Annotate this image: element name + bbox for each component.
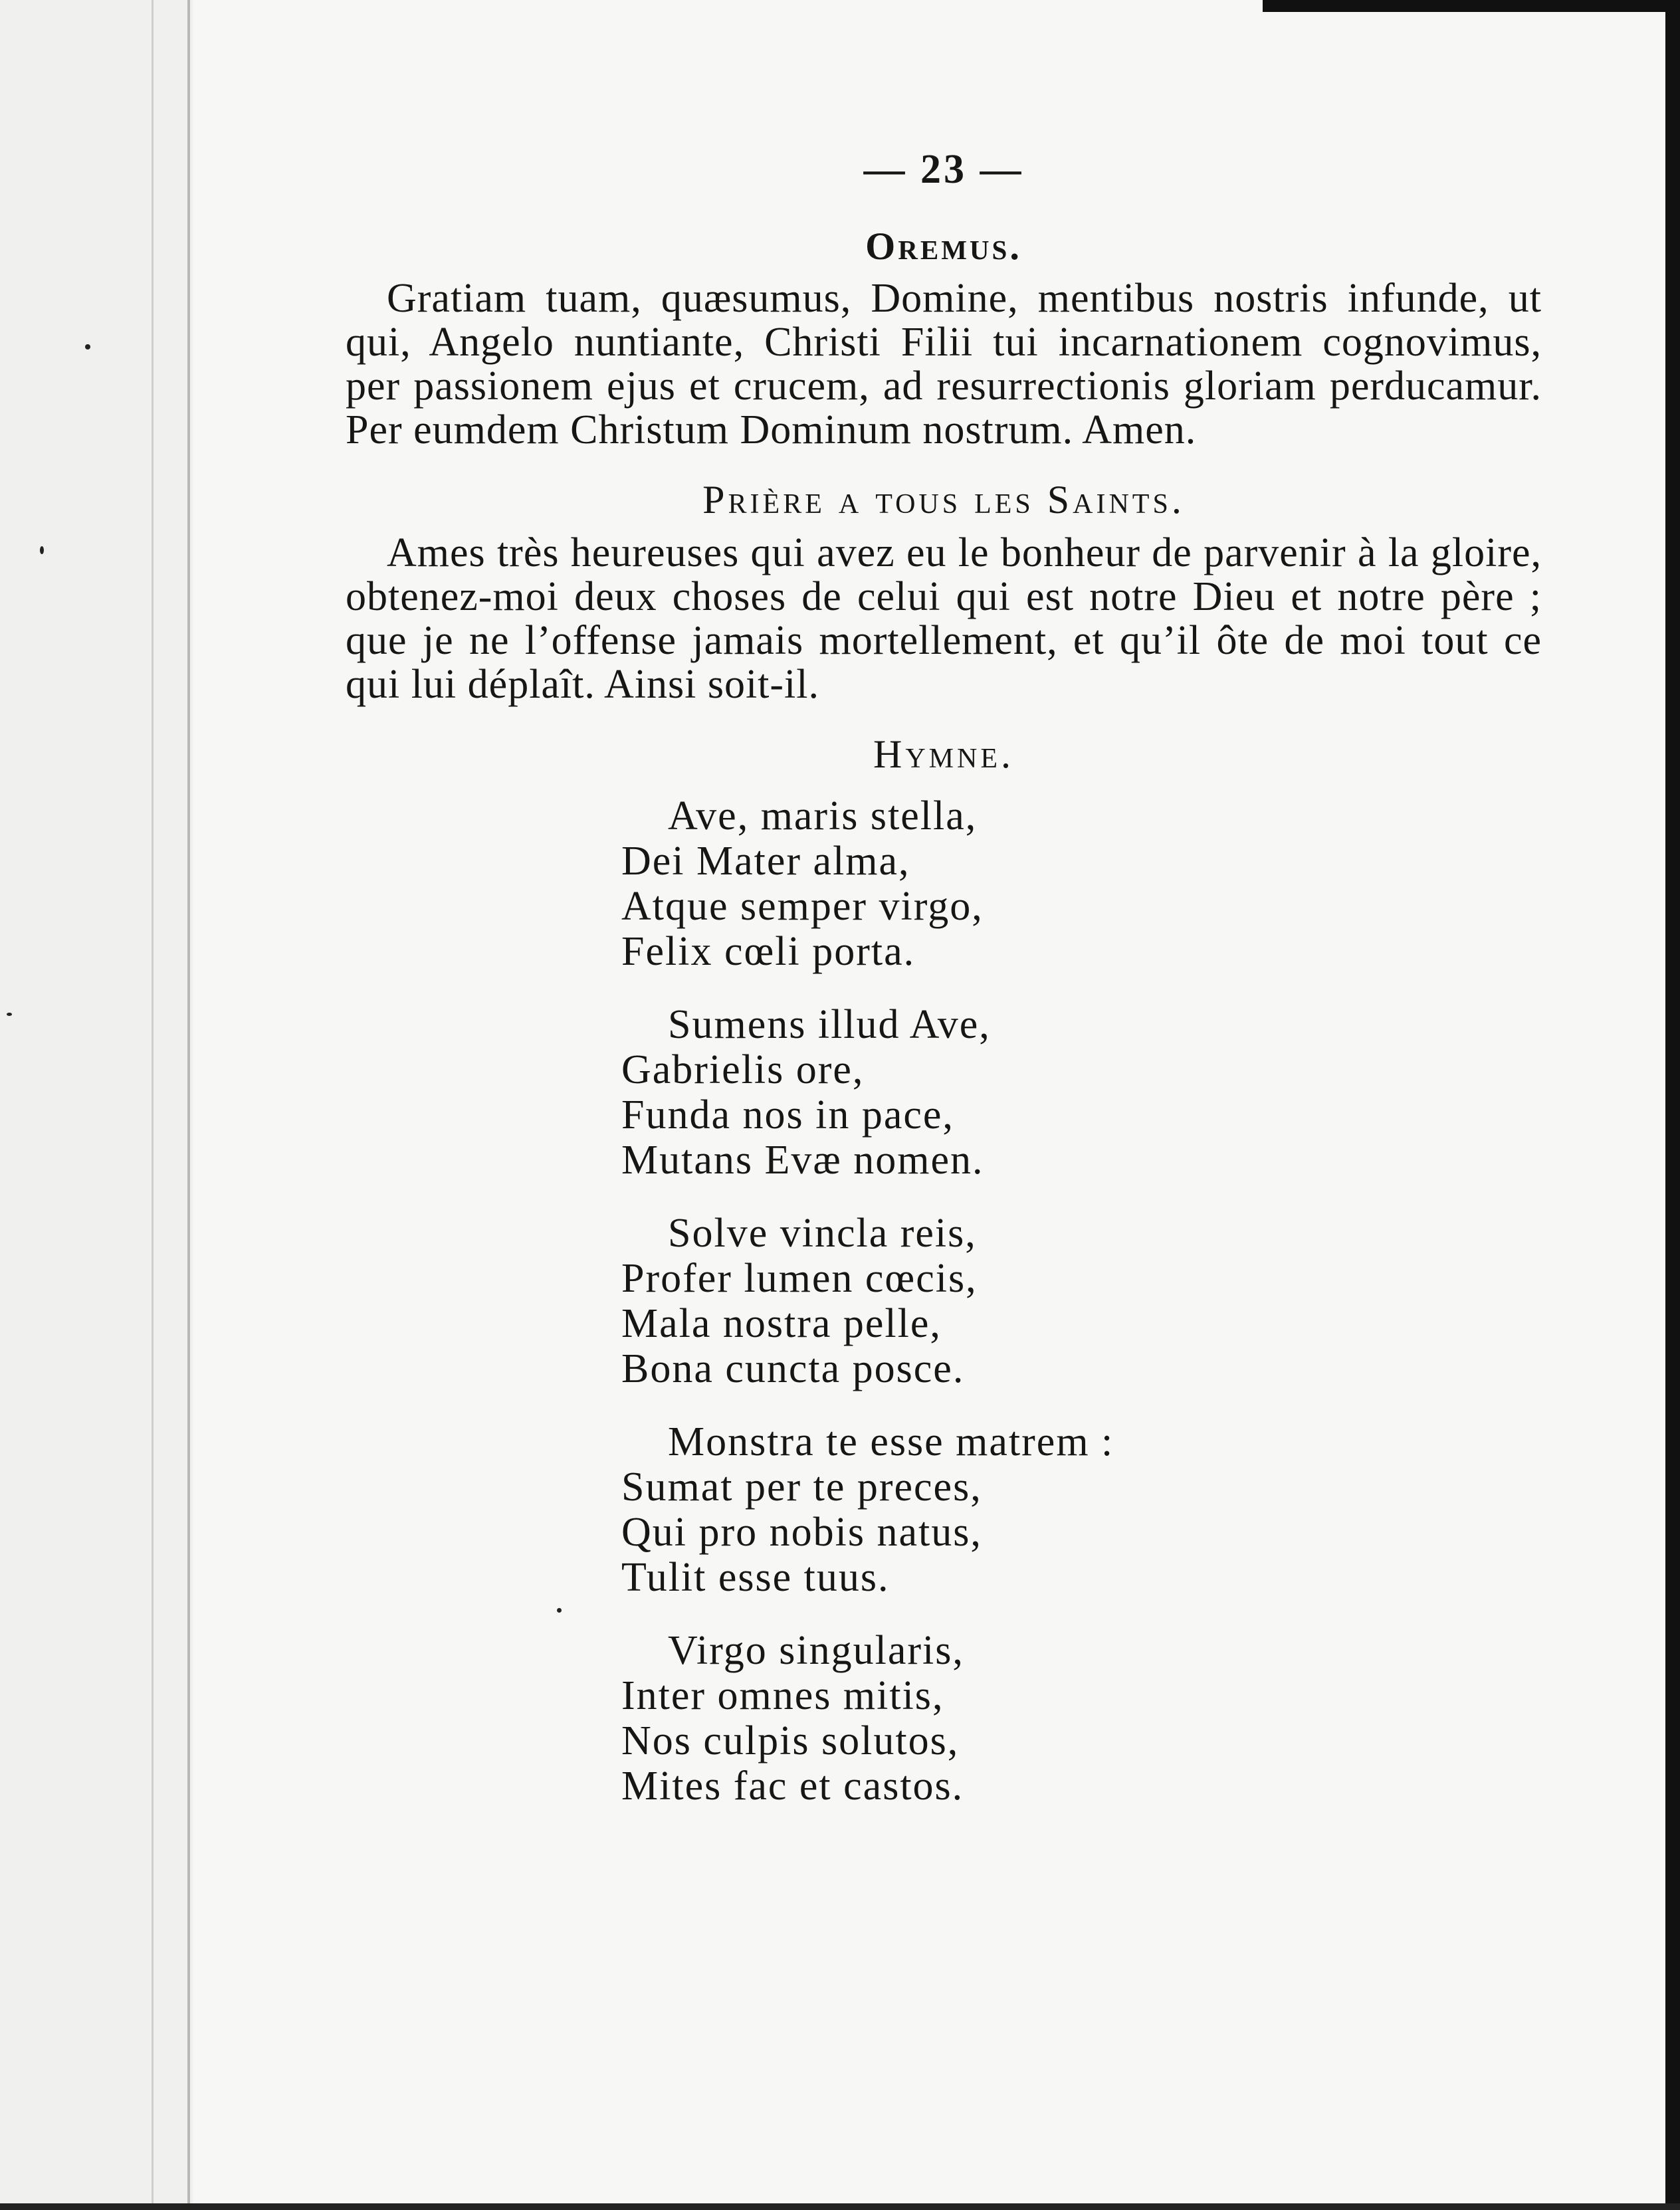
hymn-line: Atque semper virgo, bbox=[621, 884, 984, 929]
hymn-line: Bona cuncta posce. bbox=[621, 1346, 965, 1391]
hymn-line: Solve vincla reis, bbox=[668, 1211, 977, 1256]
hymn-stanza bbox=[621, 1419, 1542, 1600]
hymn-line: Felix cœli porta. bbox=[621, 929, 916, 974]
scan-border-right bbox=[1665, 0, 1680, 2210]
hymn-stanza bbox=[621, 1628, 1542, 1809]
hymn-stanza bbox=[621, 793, 1542, 974]
hymn-line: Gabrielis ore, bbox=[621, 1047, 865, 1092]
oremus-heading: Oremus. bbox=[865, 225, 1022, 268]
hymn-line: Profer lumen cœcis, bbox=[621, 1256, 978, 1301]
facing-page-margin bbox=[0, 0, 193, 2210]
scan-speck bbox=[7, 1013, 12, 1016]
hymn-line: Mutans Evæ nomen. bbox=[621, 1138, 984, 1183]
hymn-line: Mala nostra pelle, bbox=[621, 1301, 942, 1346]
hymn-line: Virgo singularis, bbox=[668, 1628, 964, 1673]
hymn-body bbox=[621, 793, 1542, 1809]
hymn-line: Nos culpis solutos, bbox=[621, 1718, 960, 1763]
hymne-heading: Hymne. bbox=[873, 732, 1014, 776]
hymn-line: Funda nos in pace, bbox=[621, 1092, 954, 1138]
book-page bbox=[346, 146, 1542, 1837]
oremus-prayer-text: Gratiam tuam, quæsumus, Domine, mentibus nostris infunde, ut qui, Angelo nuntiante, Christi Filii tui incarnationem cognovimus, per passionem ejus et crucem, ad resurrectionis gloriam perducamur. Per eumdem Christum Dominum nostrum. Amen. bbox=[346, 276, 1542, 452]
hymn-line: Qui pro nobis natus, bbox=[621, 1510, 982, 1555]
hymn-line: Dei Mater alma, bbox=[621, 839, 910, 884]
scan-speck bbox=[85, 344, 90, 350]
hymn-line: Ave, maris stella, bbox=[668, 793, 978, 839]
hymn-stanza bbox=[621, 1211, 1542, 1391]
hymn-line: Monstra te esse matrem : bbox=[668, 1419, 1114, 1464]
hymn-stanza bbox=[621, 1002, 1542, 1183]
scan-speck bbox=[40, 546, 44, 554]
hymn-line: Mites fac et castos. bbox=[621, 1763, 964, 1809]
priere-prayer-text: Ames très heureuses qui avez eu le bonheur de parvenir à la gloire, obtenez-moi deux choses de celui qui est notre Dieu et notre père ; que je ne l’offense jamais mortellement, et qu’il ôte de moi tout ce qui lui déplaît. Ainsi soit-il. bbox=[346, 530, 1542, 707]
hymn-line: Sumat per te preces, bbox=[621, 1464, 982, 1510]
hymn-line: Inter omnes mitis, bbox=[621, 1673, 944, 1718]
page-fold-shadow bbox=[152, 0, 154, 2210]
scan-border-bottom bbox=[0, 2203, 1680, 2210]
page-fold-edge bbox=[187, 0, 190, 2210]
page-number: — 23 — bbox=[863, 147, 1024, 192]
hymn-line: Sumens illud Ave, bbox=[668, 1002, 991, 1047]
scan-border-top bbox=[1263, 0, 1680, 12]
hymn-line: Tulit esse tuus. bbox=[621, 1555, 890, 1600]
priere-heading: Prière a tous les Saints. bbox=[702, 478, 1185, 522]
